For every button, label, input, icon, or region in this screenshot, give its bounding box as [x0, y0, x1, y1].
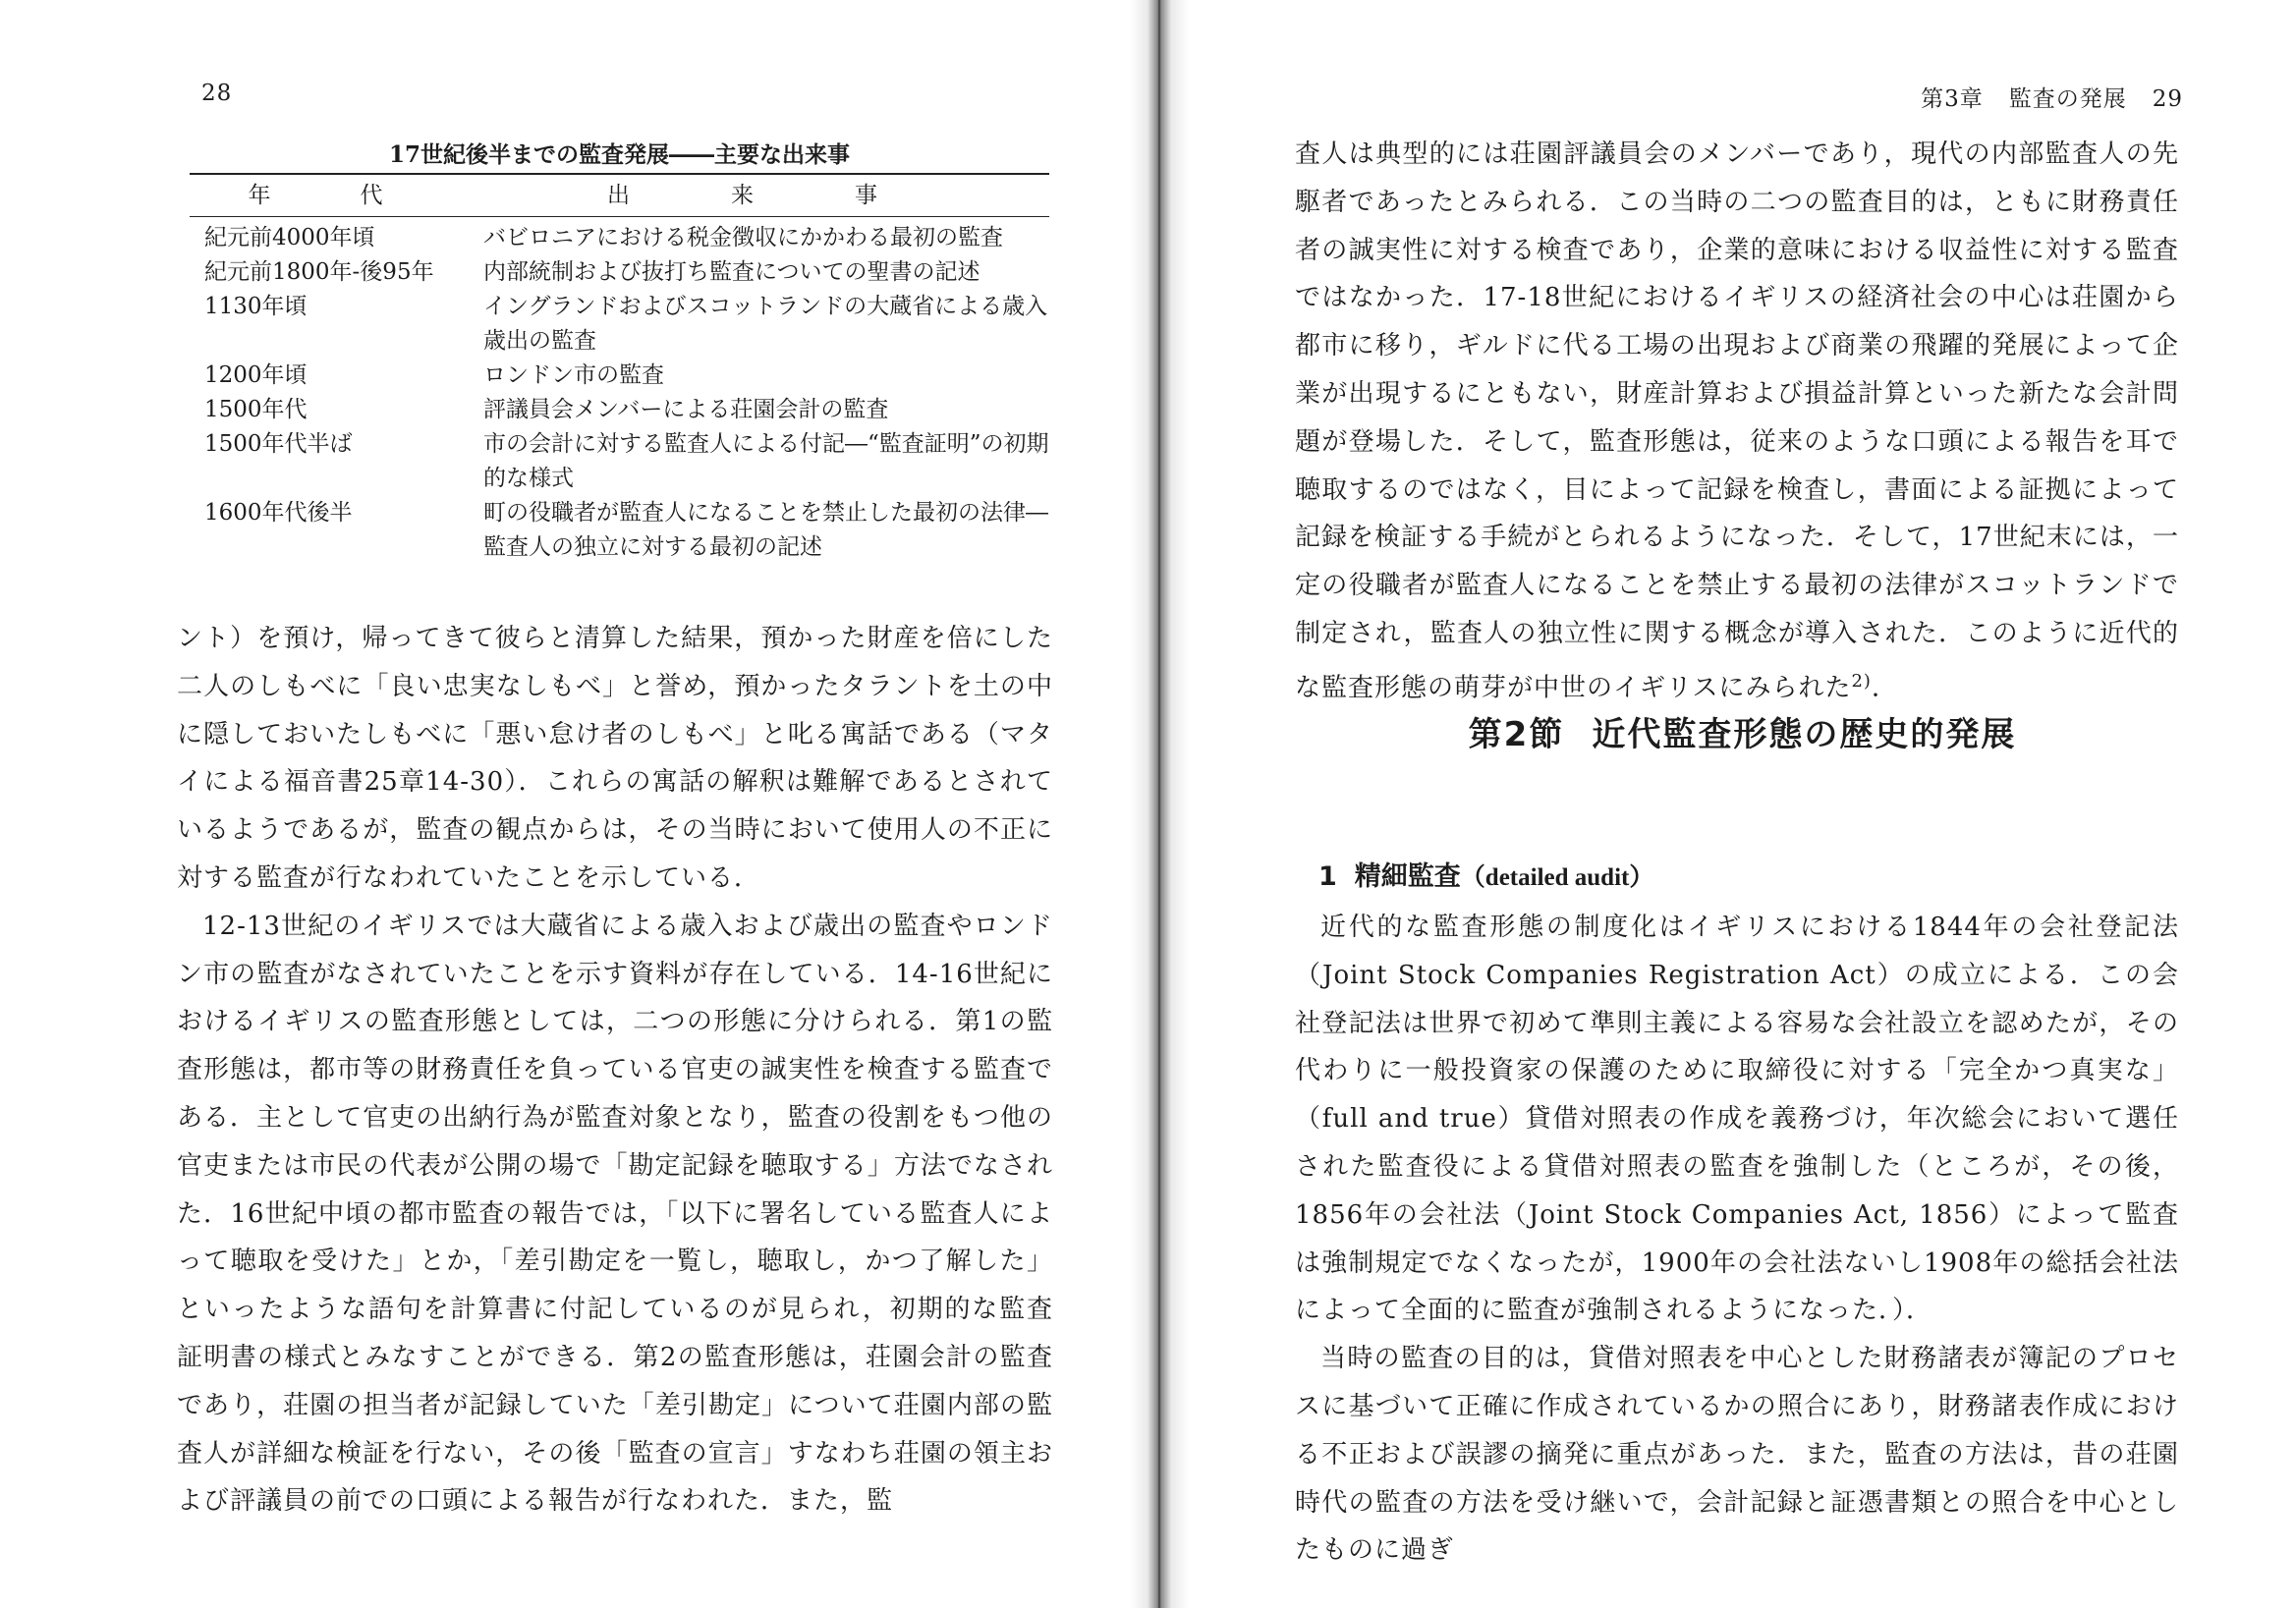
paragraph-text: 査人は典型的には荘園評議員会のメンバーであり，現代の内部監査人の先駆者であったとみられる．この当時の二つの監査目的は，ともに財務責任者の誠実性に対する検査であり，企業的意味における収益性に対する監査ではなかった．17-18世紀におけるイギリスの経済社会の中心は荘園から都市に移り，ギルドに代る工場の出現および商業の飛躍的発展によって企業が出現するにともない，財産計算および損益計算といった新たな会計問題が登場した．そして，監査形態は，従来のような口頭による報告を耳で聴取するのではなく，目によって記録を検査し，書面による証拠によって記録を検証する手続がとられるようになった．そして，17世紀末には，一定の役職者が監査人になることを禁止する最初の法律がスコットランドで制定され，監査人の独立性に関する概念が導入された．このように近代的な監査形態の萌芽が中世のイギリスにみられた: [1295, 139, 2179, 703]
book-gutter: [1130, 0, 1189, 1608]
paragraph: 12-13世紀のイギリスでは大蔵省による歳入および歳出の監査やロンドン市の監査がなされていたことを示す資料が存在している．14-16世紀におけるイギリスの監査形態としては，二つの形態に分けられる．第1の監査形態は，都市等の財務責任を負っている官吏の誠実性を検査する監査である．主として官吏の出納行為が監査対象となり，監査の役割をもつ他の官吏または市民の代表が公開の場で「勘定記録を聴取する」方法でなされた．16世紀中頃の都市監査の報告では，「以下に署名している監査人によって聴取を受けた」とか，「差引勘定を一覧し，聴取し，かつ了解した」といったような語句を計算書に付記しているのが見られ，初期的な監査証明書の様式とみなすことができる．第2の監査形態は，荘園会計の監査であり，荘園の担当者が記録していた「差引勘定」について荘園内部の監査人が詳細な検証を行ない，その後「監査の宣言」すなわち荘園の領主および評議員の前での口頭による報告が行なわれた．また，監: [177, 911, 1053, 1517]
right-body-text-bottom: [1295, 904, 2179, 1575]
table-cell-event: ロンドン市の監査: [483, 362, 664, 388]
sentence-end: ．: [1871, 673, 1898, 703]
subsection-number: 1: [1318, 861, 1337, 892]
table-cell-era: 紀元前4000年頃: [204, 225, 375, 250]
section-title: 近代監査形態の歴史的発展: [1592, 715, 2017, 754]
table-row: [190, 221, 1049, 255]
table-cell-era: 1130年頃: [204, 294, 308, 319]
table-cell-event: 評議員会メンバーによる荘園会計の監査: [483, 397, 889, 422]
table-cell-event: 市の会計に対する監査人による付記―“監査証明”の初期的な様式: [483, 431, 1049, 491]
table-cell-event: 町の役職者が監査人になることを禁止した最初の法律―監査人の独立に対する最初の記述: [483, 500, 1048, 560]
left-page: [0, 0, 1130, 1608]
chapter-title: 監査の発展: [2008, 86, 2127, 112]
subsection-heading: [1318, 855, 1653, 893]
subsection-english: （detailed audit）: [1460, 864, 1654, 891]
table-header-events: 出 来 事: [607, 183, 917, 208]
page-number-right: 29: [2152, 86, 2183, 112]
table-row: [190, 393, 1049, 427]
table-header: [190, 175, 1049, 216]
table-body: [190, 217, 1049, 565]
table-cell-event: イングランドおよびスコットランドの大蔵省による歳入歳出の監査: [483, 294, 1048, 354]
right-page: [1189, 0, 2296, 1608]
table-row: [190, 255, 1049, 290]
table-row: [190, 290, 1049, 359]
table-row: [190, 359, 1049, 393]
running-head: [1895, 81, 2183, 113]
table-cell-era: 1600年代後半: [204, 500, 353, 526]
left-body-text: [177, 615, 1053, 1525]
paragraph: 近代的な監査形態の制度化はイギリスにおける1844年の会社登記法（Joint Stock Companies Registration Act）の成立による．この会社登記法は世界で初めて準則主義による容易な会社設立を認めたが，その代わりに一般投資家の保護のために取締役に対する「完全かつ真実な」（full and true）貸借対照表の作成を義務づけ，年次総会において選任された監査役による貸借対照表の監査を強制した（ところが，その後，1856年の会社法（Joint Stock Companies Act, 1856）によって監査は強制規定でなくなったが，1900年の会社法ないし1908年の総括会社法によって全面的に監査が強制されるようになった．）．: [1295, 913, 2179, 1326]
table-header-era: 年 代: [248, 183, 417, 208]
table-cell-era: 1500年代半ば: [204, 431, 353, 457]
paragraph: ント）を預け，帰ってきて彼らと清算した結果，預かった財産を倍にした二人のしもべに「良い忠実なしもべ」と誉め，預かったタラントを土の中に隠しておいたしもべに「悪い怠け者のしもべ」と叱る寓話である（マタイによる福音書25章14-30）．これらの寓話の解釈は難解であるとされているようであるが，監査の観点からは，その当時において使用人の不正に対する監査が行なわれていたことを示している．: [177, 624, 1053, 893]
table-title: 17世紀後半までの監査発展――主要な出来事: [388, 141, 850, 168]
page-number-left: 28: [201, 81, 233, 106]
section-heading: [1189, 707, 2296, 755]
footnote-ref: 2): [1851, 670, 1872, 692]
table-cell-era: 1200年頃: [204, 362, 308, 388]
table-cell-era: 1500年代: [204, 397, 308, 422]
timeline-table: [190, 138, 1049, 565]
section-number: 第2節: [1468, 715, 1565, 754]
table-cell-event: バビロニアにおける税金徴収にかかわる最初の監査: [483, 225, 1003, 250]
right-body-text-top: [1295, 131, 2179, 712]
chapter-label: 第3章: [1921, 86, 1984, 112]
table-cell-event: 内部統制および抜打ち監査についての聖書の記述: [483, 259, 980, 285]
subsection-title: 精細監査: [1354, 861, 1461, 892]
paragraph: 当時の監査の目的は，貸借対照表を中心とした財務諸表が簿記のプロセスに基づいて正確に作成されているかの照合にあり，財務諸表作成における不正および誤謬の摘発に重点があった．また，監査の方法は，昔の荘園時代の監査の方法を受け継いで，会計記録と証憑書類との照合を中心としたものに過ぎ: [1295, 1344, 2179, 1566]
paragraph: [1295, 131, 2179, 712]
table-row: [190, 496, 1049, 565]
table-row: [190, 427, 1049, 496]
table-cell-era: 紀元前1800年-後95年: [204, 259, 434, 285]
